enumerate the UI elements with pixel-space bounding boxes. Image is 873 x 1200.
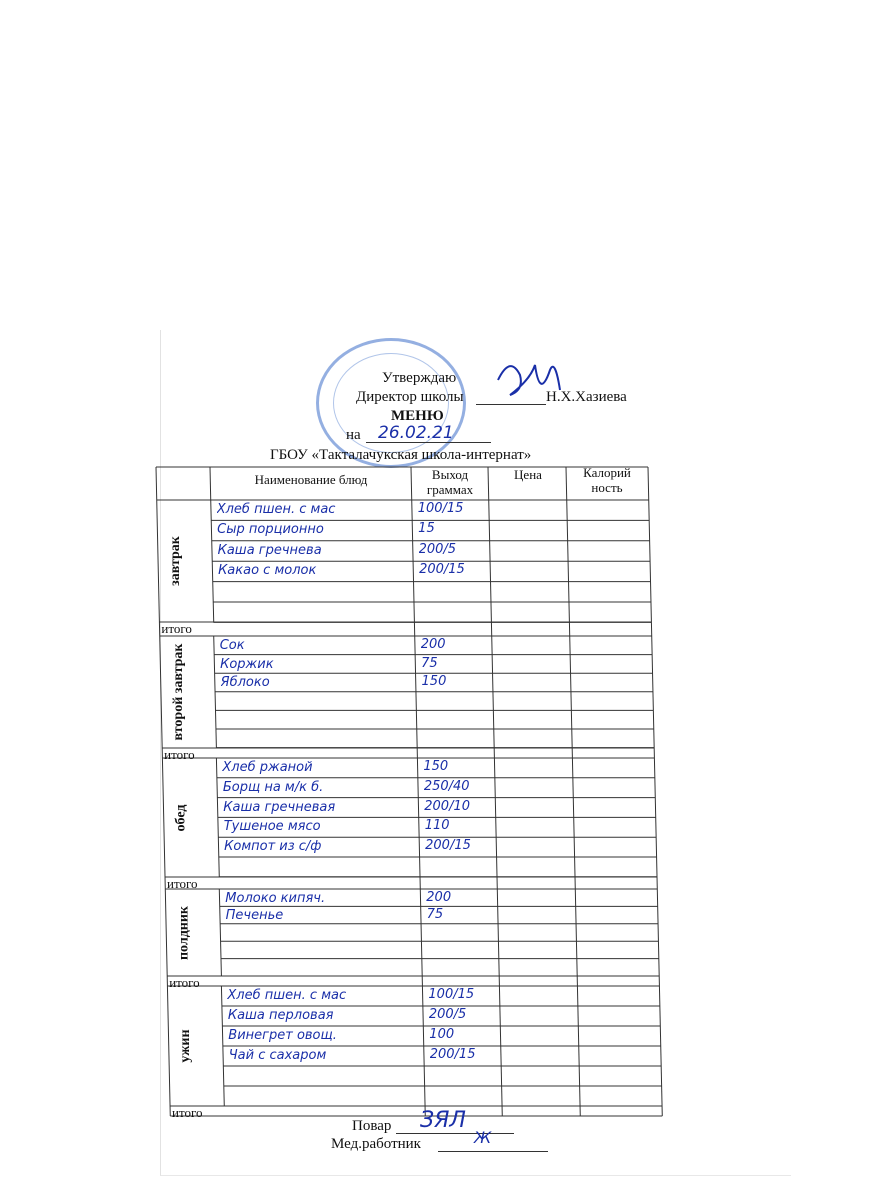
menu-date: 26.02.21 [378, 423, 454, 443]
director-label: Директор школы [356, 389, 464, 405]
dish-grams: 150 [423, 759, 449, 774]
medic-label: Мед.работник [331, 1136, 421, 1152]
total-label-3: итого [169, 975, 200, 990]
cook-signature: ЗЯЛ [420, 1108, 466, 1133]
approve-label: Утверждаю [382, 370, 457, 386]
column-header-name: Наименование блюд [254, 472, 368, 487]
dish-name: Яблоко [220, 675, 270, 691]
dish-grams: 200 [426, 890, 452, 905]
meal-label-1: второй завтрак [170, 643, 186, 741]
dish-grams: 15 [418, 521, 435, 537]
meal-label-3: полдник [176, 905, 192, 960]
meal-label-4: ужин [178, 1029, 194, 1063]
dish-name: Компот из с/ф [224, 839, 322, 855]
dish-name: Коржик [220, 656, 274, 672]
dish-name: Хлеб пшен. с мас [216, 502, 336, 517]
cook-label: Повар [352, 1118, 392, 1134]
dish-name: Молоко кипяч. [225, 891, 326, 906]
date-prefix: на [346, 427, 361, 443]
dish-name: Какао с молок [218, 563, 317, 579]
director-name: Н.Х.Хазиева [546, 389, 627, 405]
dish-grams: 200/10 [424, 798, 471, 814]
medic-signature-line [438, 1151, 548, 1152]
dish-grams: 200/5 [418, 541, 457, 557]
total-label-0: итого [161, 621, 192, 636]
dish-name: Чай с сахаром [228, 1048, 327, 1063]
total-label-2: итого [167, 876, 198, 891]
dish-grams: 200/15 [425, 838, 471, 854]
dish-name: Хлеб пшен. с мас [227, 988, 347, 1003]
cook-signature-line [396, 1133, 514, 1134]
menu-title: МЕНЮ [391, 408, 444, 424]
dish-name: Каша перловая [227, 1008, 334, 1023]
medic-signature: Ж [474, 1128, 492, 1147]
dish-name: Сыр порционно [217, 522, 324, 538]
dish-grams: 250/40 [423, 778, 470, 794]
dish-grams: 200 [420, 637, 446, 652]
dish-name: Печенье [225, 908, 284, 924]
dish-name: Винегрет овощ. [228, 1028, 337, 1043]
dish-name: Борщ на м/к б. [222, 779, 324, 795]
dish-name: Хлеб ржаной [222, 760, 313, 775]
total-label-1: итого [164, 747, 195, 762]
column-header-calories: Калорий ность [583, 465, 631, 495]
meal-label-0: завтрак [167, 536, 183, 586]
dish-name: Каша гречневая [223, 799, 336, 815]
dish-grams: 200/15 [419, 562, 465, 578]
dish-name: Сок [219, 638, 245, 653]
dish-grams: 100/15 [428, 987, 475, 1002]
column-header-output: Выход граммах [426, 467, 474, 497]
meal-label-2: обед [173, 804, 189, 831]
dish-name: Тушеное мясо [223, 819, 321, 835]
dish-grams: 150 [421, 674, 447, 690]
dish-grams: 75 [421, 655, 438, 671]
dish-grams: 75 [426, 907, 444, 923]
dish-grams: 110 [424, 818, 450, 834]
dish-grams: 200/15 [429, 1047, 476, 1062]
total-label-4: итого [172, 1105, 203, 1120]
dish-grams: 100/15 [417, 501, 464, 516]
dish-name: Каша гречнева [217, 542, 322, 558]
dish-grams: 200/5 [428, 1007, 467, 1022]
school-name: ГБОУ «Такталачукская школа-интернат» [270, 447, 532, 463]
column-header-price: Цена [514, 467, 542, 482]
dish-grams: 100 [429, 1027, 455, 1042]
